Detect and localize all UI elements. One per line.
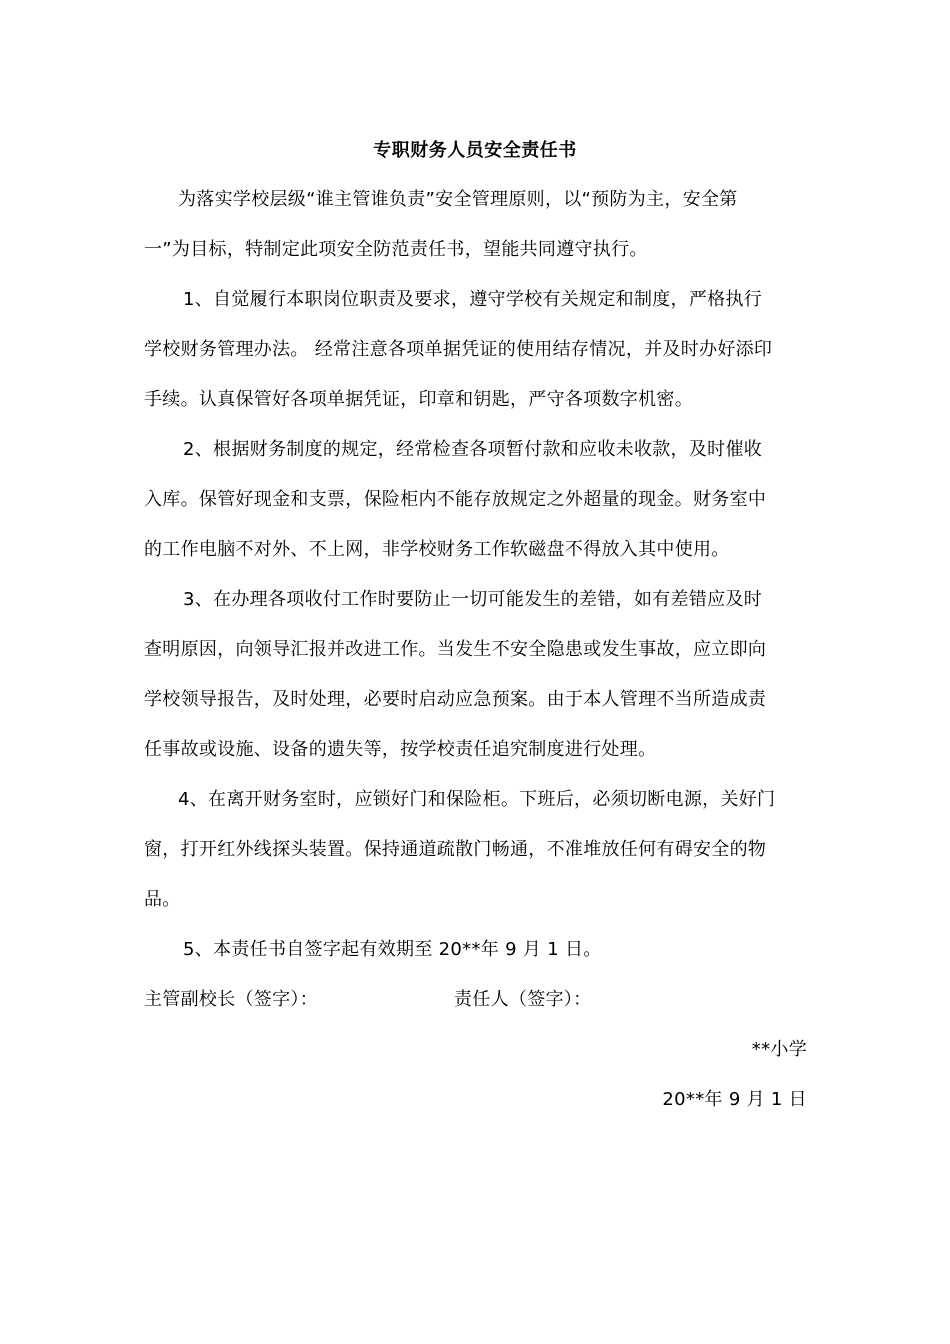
- item-1-line-3: 手续。认真保管好各项单据凭证，印章和钥匙，严守各项数字机密。: [144, 389, 693, 410]
- document-title: 专职财务人员安全责任书: [373, 140, 577, 161]
- item-1-line-1: 1、自觉履行本职岗位职责及要求，遵守学校有关规定和制度，严格执行: [183, 289, 763, 310]
- item-2-line-2: 入库。保管好现金和支票，保险柜内不能存放规定之外超量的现金。财务室中: [144, 489, 767, 510]
- item-4-line-1: 4、在离开财务室时，应锁好门和保险柜。下班后，必须切断电源，关好门: [178, 789, 776, 810]
- intro-line-2: 一”为目标，特制定此项安全防范责任书，望能共同遵守执行。: [144, 239, 648, 260]
- item-3-line-1: 3、在办理各项收付工作时要防止一切可能发生的差错，如有差错应及时: [183, 589, 763, 610]
- item-4-line-3: 品。: [144, 889, 181, 910]
- document-date: 20**年 9 月 1 日: [662, 1089, 807, 1110]
- school-name: **小学: [751, 1039, 807, 1060]
- item-5-line: 5、本责任书自签字起有效期至 20**年 9 月 1 日。: [183, 939, 602, 960]
- item-1-line-2: 学校财务管理办法。 经常注意各项单据凭证的使用结存情况，并及时办好添印: [144, 339, 773, 360]
- item-2-line-1: 2、根据财务制度的规定，经常检查各项暂付款和应收未收款，及时催收: [183, 439, 763, 460]
- item-2-line-3: 的工作电脑不对外、不上网，非学校财务工作软磁盘不得放入其中使用。: [144, 539, 730, 560]
- item-3-line-4: 任事故或设施、设备的遗失等，按学校责任追究制度进行处理。: [144, 739, 657, 760]
- item-4-line-2: 窗，打开红外线探头装置。保持通道疏散门畅通，不准堆放任何有碍安全的物: [144, 839, 767, 860]
- vice-principal-signature-label: 主管副校长（签字）：: [144, 989, 318, 1010]
- responsible-person-signature-label: 责任人（签字）：: [454, 989, 592, 1010]
- intro-line-1: 为落实学校层级“谁主管谁负责”安全管理原则，以“预防为主，安全第: [178, 189, 738, 210]
- item-3-line-2: 查明原因，向领导汇报并改进工作。当发生不安全隐患或发生事故，应立即向: [144, 639, 767, 660]
- item-3-line-3: 学校领导报告，及时处理，必要时启动应急预案。由于本人管理不当所造成责: [144, 689, 767, 710]
